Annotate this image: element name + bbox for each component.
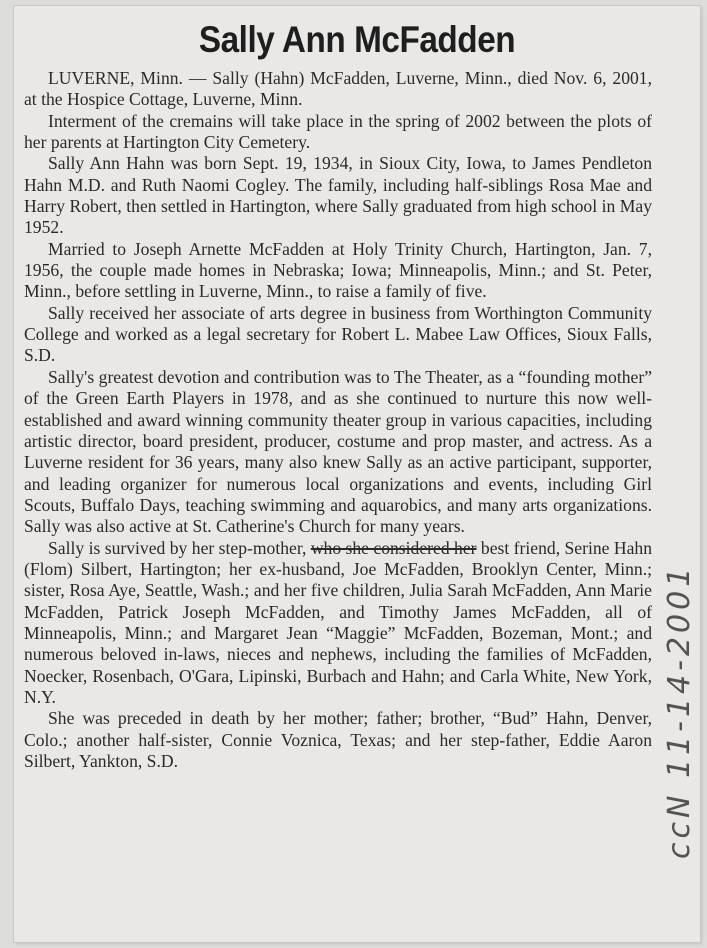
paragraph-interment: Interment of the cremains will take place in the spring of 2002 between the plots of her parents at Hartington City Cemetery. (24, 110, 652, 153)
obituary-body (24, 68, 652, 772)
paragraph-marriage: Married to Joseph Arnette McFadden at Holy Trinity Church, Hartington, Jan. 7, 1956, the couple made homes in Nebraska; Iowa; Minneapolis, Minn.; and St. Peter, Minn., before settling in Luverne, Minn., to raise a family of five. (24, 238, 652, 302)
paragraph-preceded-in-death: She was preceded in death by her mother; father; brother, “Bud” Hahn, Denver, Colo.; another half-sister, Connie Voznica, Texas; and her step-father, Eddie Aaron Silbert, Yankton, S.D. (24, 708, 652, 771)
newspaper-clipping (14, 6, 700, 942)
paragraph-theater: Sally's greatest devotion and contribution was to The Theater, as a “founding mother” of the Green Earth Players in 1978, and as she continued to nurture this now well-established and award winning community theater group in various capacities, including artistic director, board president, producer, costume and prop master, and actress. As a Luverne resident for 36 years, many also knew Sally as an active participant, supporter, and leading organizer for numerous local organizations and events, including Girl Scouts, Buffalo Days, teaching swimming and aquarobics, and many arts organizations. Sally was also active at St. Catherine's Church for many years. (24, 366, 652, 537)
paragraph-survivors (24, 538, 652, 709)
obituary-headline: Sally Ann McFadden (198, 19, 516, 60)
paragraph-death-notice: LUVERNE, Minn. — Sally (Hahn) McFadden, Luverne, Minn., died Nov. 6, 2001, at the Hospice Cottage, Luverne, Minn. (24, 68, 652, 110)
handwritten-date-note: ccN 11-14-2001 (662, 563, 697, 859)
paragraph-education: Sally received her associate of arts degree in business from Worthington Community College and worked as a legal secretary for Robert L. Mabee Law Offices, Sioux Falls, S.D. (24, 302, 652, 366)
paragraph-birth: Sally Ann Hahn was born Sept. 19, 1934, in Sioux City, Iowa, to James Pendleton Hahn M.D. and Ruth Naomi Cogley. The family, including half-siblings Rosa Mae and Harry Robert, then settled in Hartington, where Sally graduated from high school in May 1952. (24, 153, 652, 238)
struck-through-text: who she considered her (310, 537, 477, 558)
survivors-intro: Sally is survived by her step-mother, (48, 537, 307, 558)
survivors-list: best friend, Serine Hahn (Flom) Silbert, Hartington; her ex-husband, Joe McFadden, Brooklyn Center, Minn.; sister, Rosa Aye, Seattle, Wash.; and her five children, Julia Sarah McFadden, Ann Marie McFadden, Patrick Joseph McFadden, and Timothy James McFadden, all of Minneapolis, Minn.; and Margaret Jean “Maggie” McFadden, Bozeman, Mont.; and numerous beloved in-laws, nieces and nephews, including the families of McFadden, Noecker, Rosenbach, O'Gara, Lipinski, Burbach and Hahn; and Carla White, New York, N.Y. (24, 537, 652, 707)
